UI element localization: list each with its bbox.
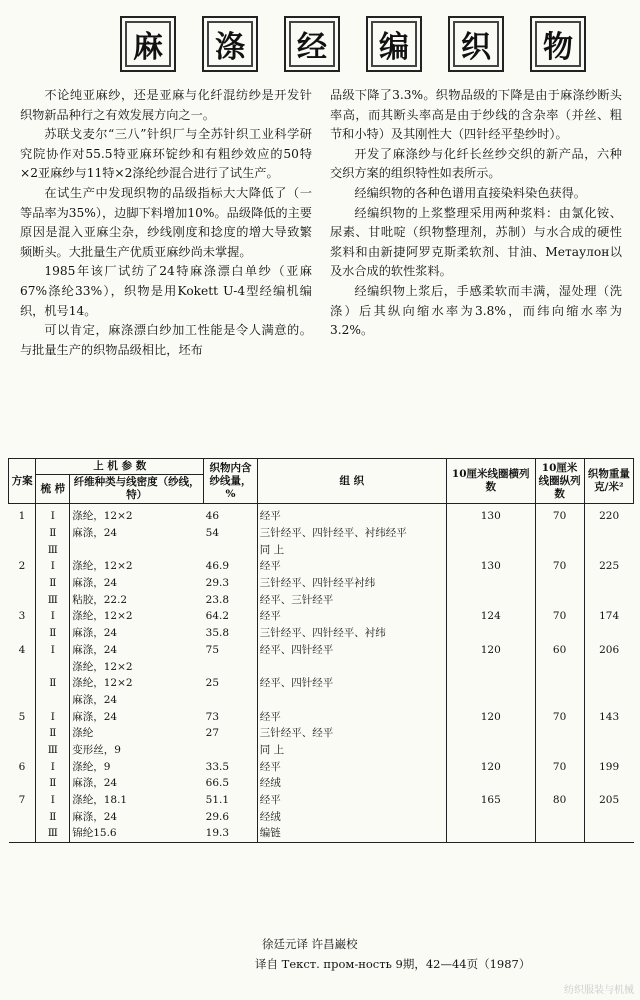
guide-bar-cell: Ⅲ — [36, 742, 70, 759]
table-row — [9, 675, 634, 692]
fiber-type-cell: 麻涤，24 — [72, 777, 118, 790]
wales-count-cell — [446, 742, 535, 759]
fiber-type-cell: 麻涤，24 — [72, 577, 118, 590]
wales-count-cell — [446, 775, 535, 792]
wales-count-cell: 120 — [446, 758, 535, 775]
courses-count-cell — [535, 725, 584, 742]
title-char: 麻 — [120, 16, 176, 72]
fiber-type-cell: 锦纶15.6 — [70, 825, 204, 842]
guide-bar-cell: Ⅱ — [36, 775, 70, 792]
wales-count-cell — [446, 525, 535, 542]
fabric-weight-cell — [584, 775, 633, 792]
body-paragraph: 在试生产中发现织物的品级指标大大降低了（一等品率为35%），边脚下料增加10%。品级降低的主要原因是混入亚麻尘杂，纱线刚度和捻度的增大导致繁频断头。大批量生产优质亚麻纱尚未掌握。 — [20, 185, 312, 259]
yarn-content-cell: 73 — [204, 708, 258, 725]
weave-structure-cell: 三针经平、经平 — [257, 725, 446, 742]
wales-count-cell — [446, 725, 535, 742]
yarn-content-cell: 51.1 — [204, 792, 258, 809]
fabric-weight-cell — [584, 658, 633, 675]
fiber-type-cell: 麻涤，24 — [72, 710, 118, 723]
courses-count-cell — [535, 775, 584, 792]
table-row — [9, 558, 634, 575]
article-title — [0, 8, 640, 78]
yarn-content-cell: 54 — [204, 525, 258, 542]
header-content: 织物内含纱线量，% — [204, 459, 258, 504]
scheme-number-cell — [9, 725, 36, 742]
fabric-weight-cell — [584, 725, 633, 742]
wales-count-cell: 124 — [446, 608, 535, 625]
wales-count-cell — [446, 658, 535, 675]
scheme-number-cell: 7 — [9, 792, 36, 809]
yarn-content-cell: 33.5 — [204, 758, 258, 775]
guide-bar-cell — [36, 692, 70, 709]
guide-bar-cell: Ⅰ — [36, 708, 70, 725]
fabric-weight-cell: 174 — [599, 610, 620, 623]
fiber-type-cell: 涤纶，12×2 — [72, 560, 133, 573]
table-row — [9, 575, 634, 592]
weave-structure-cell: 经平 — [257, 792, 446, 809]
fabric-weight-cell: 199 — [599, 760, 620, 773]
yarn-content-cell: 29.3 — [204, 575, 258, 592]
fabric-weight-cell — [584, 825, 633, 842]
title-char: 编 — [366, 16, 422, 72]
title-char: 物 — [530, 16, 586, 72]
fabric-weight-cell — [584, 575, 633, 592]
weave-structure-cell: 三针经平、四针经平、衬纬 — [257, 625, 446, 642]
courses-count-cell: 80 — [535, 792, 584, 809]
body-paragraph: 经编织物上浆后，手感柔软而丰满，湿处理（洗涤）后其纵向缩水率为3.8%，而纬向缩水率为3.2%。 — [330, 283, 622, 338]
yarn-content-cell: 25 — [204, 675, 258, 692]
weave-structure-cell: 经平 — [257, 608, 446, 625]
wales-count-cell — [446, 541, 535, 558]
fiber-type-cell: 涤纶，12×2 — [72, 610, 133, 623]
guide-bar-cell: Ⅰ — [36, 758, 70, 775]
yarn-content-cell: 23.8 — [204, 591, 258, 608]
fiber-type-cell: 涤纶，18.1 — [72, 794, 128, 807]
scheme-number-cell — [9, 808, 36, 825]
wales-count-cell — [446, 825, 535, 842]
fiber-type-cell: 麻涤，24 — [72, 527, 118, 540]
wales-count-cell: 165 — [446, 792, 535, 809]
courses-count-cell: 70 — [535, 504, 584, 525]
fiber-type-cell: 涤纶，12×2 — [72, 660, 133, 673]
weave-structure-cell — [257, 658, 446, 675]
left-column — [20, 86, 312, 360]
yarn-content-cell — [204, 742, 258, 759]
courses-count-cell: 70 — [535, 608, 584, 625]
fiber-type-cell: 涤纶，12×2 — [72, 510, 133, 523]
courses-count-cell — [535, 742, 584, 759]
table-row — [9, 825, 634, 842]
table-row — [9, 504, 634, 525]
fabric-weight-cell: 206 — [599, 643, 620, 656]
scheme-number-cell — [9, 742, 36, 759]
table-row — [9, 642, 634, 659]
courses-count-cell: 70 — [535, 708, 584, 725]
scheme-number-cell — [9, 692, 36, 709]
header-bar: 梳 栉 — [36, 475, 70, 504]
courses-count-cell — [535, 591, 584, 608]
body-paragraph: 可以肯定，麻涤漂白纱加工性能是令人满意的。与批量生产的织物品级相比，坯布 — [20, 323, 312, 357]
scheme-number-cell — [9, 625, 36, 642]
table-row — [9, 725, 634, 742]
table-row — [9, 792, 634, 809]
guide-bar-cell: Ⅲ — [36, 825, 70, 842]
guide-bar-cell: Ⅲ — [36, 591, 70, 608]
scheme-number-cell — [9, 675, 36, 692]
header-wales: 10厘米线圈横列数 — [446, 459, 535, 504]
courses-count-cell — [535, 808, 584, 825]
wales-count-cell — [446, 675, 535, 692]
fabric-weight-cell — [584, 675, 633, 692]
guide-bar-cell: Ⅰ — [36, 642, 70, 659]
wales-count-cell: 130 — [446, 504, 535, 525]
fiber-type-cell: 变形丝，9 — [72, 743, 121, 756]
fabric-weight-cell — [584, 591, 633, 608]
fiber-type-cell: 涤纶 — [72, 727, 94, 740]
weave-structure-cell: 三针经平、四针经平衬纬 — [257, 575, 446, 592]
table-row — [9, 525, 634, 542]
guide-bar-cell: Ⅰ — [36, 608, 70, 625]
title-char: 经 — [284, 16, 340, 72]
table-row — [9, 742, 634, 759]
scheme-number-cell — [9, 575, 36, 592]
fabric-weight-cell — [584, 808, 633, 825]
header-machine-params: 上 机 参 数 — [36, 459, 204, 475]
weave-structure-cell: 同 上 — [257, 541, 446, 558]
yarn-content-cell: 29.6 — [204, 808, 258, 825]
wales-count-cell: 130 — [446, 558, 535, 575]
body-paragraph: 开发了麻涤纱与化纤长丝纱交织的新产品，六种交织方案的组织特性如表所示。 — [330, 146, 622, 181]
table-row — [9, 608, 634, 625]
wales-count-cell — [446, 692, 535, 709]
fabric-weight-cell: 205 — [599, 794, 620, 807]
fabric-weight-cell — [584, 625, 633, 642]
weave-structure-cell: 经平、三针经平 — [257, 591, 446, 608]
courses-count-cell — [535, 825, 584, 842]
body-paragraph: 不论纯亚麻纱，还是亚麻与化纤混纺纱是开发针织物新品种行之有效发展方向之一。 — [20, 88, 312, 122]
guide-bar-cell — [36, 658, 70, 675]
title-char: 织 — [448, 16, 504, 72]
fiber-type-cell: 麻涤，24 — [72, 627, 118, 640]
table-body — [9, 504, 634, 843]
right-column — [330, 86, 622, 341]
fabric-weight-cell — [584, 692, 633, 709]
title-char: 涤 — [202, 16, 258, 72]
fiber-type-cell: 麻涤，24 — [72, 643, 118, 656]
header-weave: 组 织 — [257, 459, 446, 504]
guide-bar-cell: Ⅱ — [36, 725, 70, 742]
courses-count-cell: 70 — [535, 558, 584, 575]
scheme-number-cell — [9, 775, 36, 792]
table-row — [9, 591, 634, 608]
body-paragraph: 品级下降了3.3%。织物品级的下降是由于麻涤纱断头率高，而其断头率高是由于纱线的含杂率（并丝、粗节和小特）及其刚性大（四针经平垫纱时）。 — [330, 88, 622, 142]
guide-bar-cell: Ⅱ — [36, 525, 70, 542]
courses-count-cell — [535, 525, 584, 542]
header-weight: 织物重量克/米² — [584, 459, 633, 504]
header-courses: 10厘米线圈纵列数 — [535, 459, 584, 504]
scheme-number-cell: 6 — [9, 758, 36, 775]
yarn-content-cell: 46.9 — [204, 558, 258, 575]
yarn-content-cell: 64.2 — [204, 608, 258, 625]
fabric-weight-cell: 143 — [599, 710, 620, 723]
fiber-type-cell: 涤纶，12×2 — [72, 677, 133, 690]
weave-structure-cell: 经平 — [257, 708, 446, 725]
weave-structure-cell: 编链 — [257, 825, 446, 842]
watermark: 纺织服装与机械 — [564, 985, 634, 996]
table-row — [9, 708, 634, 725]
table-row — [9, 758, 634, 775]
yarn-content-cell: 19.3 — [204, 825, 258, 842]
fiber-type-cell: 涤纶，9 — [72, 760, 111, 773]
guide-bar-cell: Ⅱ — [36, 808, 70, 825]
fiber-type-cell — [70, 541, 204, 558]
translator-line: 徐廷元译 许昌巌校 — [262, 937, 358, 951]
fabric-weight-cell: 225 — [599, 560, 620, 573]
body-paragraph: 苏联戈麦尔“三八”针织厂与全苏针织工业科学研究院协作对55.5特亚麻环锭纱和有粗纱效应的50特×2亚麻纱与11特×2涤纶纱混合进行了试生产。 — [20, 127, 312, 181]
weave-structure-cell — [257, 692, 446, 709]
yarn-content-cell: 35.8 — [204, 625, 258, 642]
specification-table — [8, 458, 634, 843]
weave-structure-cell: 同 上 — [257, 742, 446, 759]
weave-structure-cell: 经平、四针经平 — [257, 642, 446, 659]
yarn-content-cell: 75 — [204, 642, 258, 659]
weave-structure-cell: 经绒 — [257, 775, 446, 792]
table-row — [9, 541, 634, 558]
scheme-number-cell: 2 — [9, 558, 36, 575]
yarn-content-cell — [204, 692, 258, 709]
wales-count-cell — [446, 808, 535, 825]
weave-structure-cell: 三针经平、四针经平、衬纬经平 — [257, 525, 446, 542]
wales-count-cell: 120 — [446, 642, 535, 659]
courses-count-cell — [535, 675, 584, 692]
yarn-content-cell — [204, 541, 258, 558]
courses-count-cell: 70 — [535, 758, 584, 775]
body-paragraph: 1985年该厂试纺了24特麻涤漂白单纱（亚麻67%涤纶33%），织物是用Kokett U-4型经编机编织，机号14。 — [20, 264, 312, 318]
guide-bar-cell: Ⅱ — [36, 575, 70, 592]
scheme-number-cell: 5 — [9, 708, 36, 725]
fiber-type-cell: 麻涤，24 — [72, 810, 118, 823]
source-line: 译自 Текст. пром-ность 9期，42—44页（1987） — [255, 957, 531, 971]
scheme-number-cell: 3 — [9, 608, 36, 625]
courses-count-cell — [535, 575, 584, 592]
table-header — [9, 459, 634, 504]
table-row — [9, 775, 634, 792]
weave-structure-cell: 经平 — [257, 758, 446, 775]
courses-count-cell — [535, 541, 584, 558]
weave-structure-cell: 经平 — [257, 558, 446, 575]
weave-structure-cell: 经平、四针经平 — [257, 675, 446, 692]
wales-count-cell — [446, 625, 535, 642]
wales-count-cell — [446, 591, 535, 608]
scheme-number-cell — [9, 541, 36, 558]
guide-bar-cell: Ⅰ — [36, 792, 70, 809]
yarn-content-cell: 27 — [204, 725, 258, 742]
header-fiber: 纤维种类与线密度（纱线，特） — [70, 475, 204, 504]
table-row — [9, 658, 634, 675]
weave-structure-cell: 经平 — [257, 504, 446, 525]
scheme-number-cell: 4 — [9, 642, 36, 659]
fiber-type-cell: 粘胶，22.2 — [72, 593, 128, 606]
fabric-weight-cell — [584, 541, 633, 558]
scheme-number-cell — [9, 525, 36, 542]
scheme-number-cell — [9, 825, 36, 842]
wales-count-cell — [446, 575, 535, 592]
yarn-content-cell — [204, 658, 258, 675]
guide-bar-cell: Ⅱ — [36, 625, 70, 642]
body-paragraph: 经编织物的上浆整理采用两种浆料：由氯化铵、尿素、甘吡啶（织物整理剂，苏制）与水合成的硬性浆料和由新捷阿罗克斯柔软剂、甘油、Метаулон以及水合成的软性浆料。 — [330, 205, 622, 279]
header-scheme: 方案 — [9, 459, 36, 504]
guide-bar-cell: Ⅲ — [36, 541, 70, 558]
fabric-weight-cell: 220 — [599, 510, 620, 523]
scheme-number-cell — [9, 658, 36, 675]
fabric-weight-cell — [584, 525, 633, 542]
yarn-content-cell: 46 — [204, 504, 258, 525]
guide-bar-cell: Ⅰ — [36, 558, 70, 575]
fabric-weight-cell — [584, 742, 633, 759]
fiber-type-cell: 麻涤，24 — [72, 693, 118, 706]
scheme-number-cell — [9, 591, 36, 608]
courses-count-cell: 60 — [535, 642, 584, 659]
scheme-number-cell: 1 — [9, 504, 36, 525]
guide-bar-cell: Ⅰ — [36, 504, 70, 525]
weave-structure-cell: 经绒 — [257, 808, 446, 825]
guide-bar-cell: Ⅱ — [36, 675, 70, 692]
courses-count-cell — [535, 658, 584, 675]
table-row — [9, 625, 634, 642]
yarn-content-cell: 66.5 — [204, 775, 258, 792]
body-paragraph: 经编织物的各种色谱用直接染料染色获得。 — [354, 185, 586, 200]
table-row — [9, 692, 634, 709]
wales-count-cell: 120 — [446, 708, 535, 725]
table-row — [9, 808, 634, 825]
courses-count-cell — [535, 625, 584, 642]
courses-count-cell — [535, 692, 584, 709]
